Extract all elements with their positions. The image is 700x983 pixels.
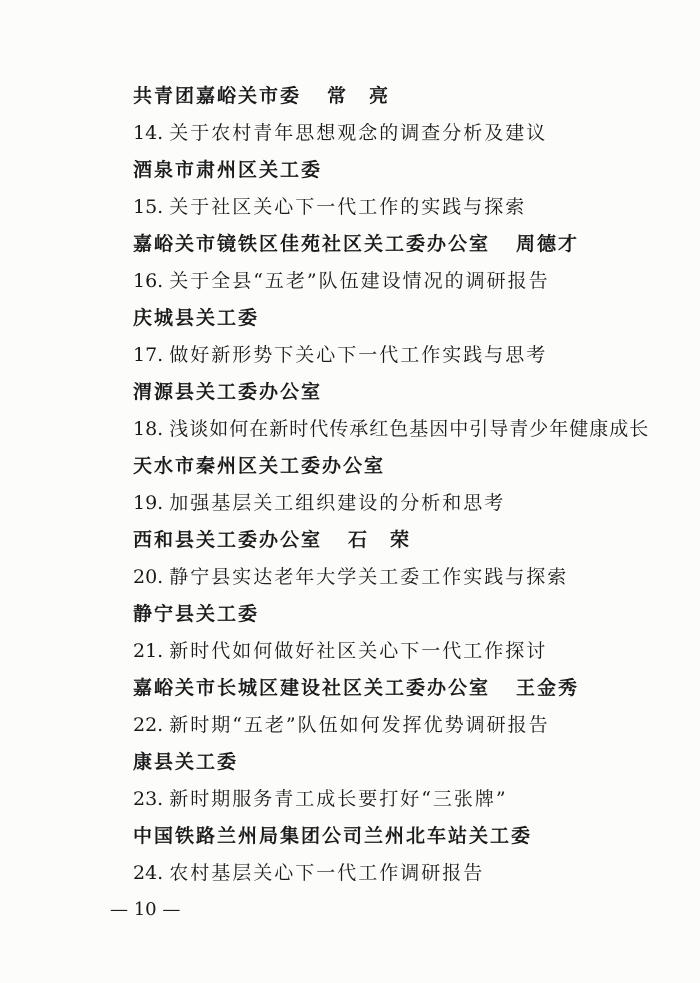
org-line [133, 157, 322, 183]
item-title: 农村基层关心下一代工作调研报告 [169, 862, 485, 884]
org-line [133, 675, 579, 701]
org-line [133, 379, 322, 405]
org-name: 嘉峪关市长城区建设社区关工委办公室 [133, 677, 491, 699]
item-number: 14. [133, 122, 164, 144]
org-name: 中国铁路兰州局集团公司兰州北车站关工委 [133, 825, 533, 847]
item-title: 浅谈如何在新时代传承红色基因中引导青少年健康成长 [169, 418, 650, 440]
org-line [133, 749, 238, 775]
org-name: 康县关工委 [133, 751, 239, 773]
item-number: 22. [133, 714, 164, 736]
org-name: 静宁县关工委 [133, 603, 260, 625]
org-name: 共青团嘉峪关市委 [133, 85, 302, 107]
title-line [133, 268, 550, 294]
title-line [133, 120, 547, 146]
item-number: 20. [133, 566, 164, 588]
title-line [133, 712, 550, 738]
person-name: 石 荣 [348, 529, 412, 551]
title-line [133, 342, 547, 368]
item-number: 24. [133, 862, 164, 884]
item-title: 新时期“五老”队伍如何发挥优势调研报告 [169, 714, 550, 736]
item-number: 23. [133, 788, 164, 810]
org-line [133, 823, 532, 849]
org-name: 西和县关工委办公室 [133, 529, 323, 551]
title-line [133, 860, 484, 886]
org-line [133, 305, 259, 331]
org-line [133, 527, 411, 553]
org-line [133, 83, 390, 109]
page-number: — 10 — [110, 899, 181, 920]
org-name: 天水市秦州区关工委办公室 [133, 455, 386, 477]
org-line [133, 231, 579, 257]
title-line [133, 194, 526, 220]
person-name: 周德才 [516, 233, 580, 255]
item-title: 做好新形势下关心下一代工作实践与思考 [169, 344, 548, 366]
org-name: 嘉峪关市镜铁区佳苑社区关工委办公室 [133, 233, 491, 255]
item-title: 加强基层关工组织建设的分析和思考 [169, 492, 506, 514]
title-line [133, 490, 505, 516]
item-number: 16. [133, 270, 164, 292]
item-title: 新时代如何做好社区关心下一代工作探讨 [169, 640, 548, 662]
title-line [133, 786, 508, 812]
item-title: 新时期服务青工成长要打好“三张牌” [169, 788, 508, 810]
item-title: 关于农村青年思想观念的调查分析及建议 [169, 122, 548, 144]
item-number: 21. [133, 640, 164, 662]
title-line [133, 564, 568, 590]
item-number: 15. [133, 196, 164, 218]
org-name: 庆城县关工委 [133, 307, 260, 329]
title-line [133, 416, 649, 442]
item-title: 关于全县“五老”队伍建设情况的调研报告 [169, 270, 550, 292]
item-title: 静宁县实达老年大学关工委工作实践与探索 [169, 566, 569, 588]
org-name: 渭源县关工委办公室 [133, 381, 323, 403]
org-line [133, 601, 259, 627]
org-name: 酒泉市肃州区关工委 [133, 159, 323, 181]
item-number: 19. [133, 492, 164, 514]
title-line [133, 638, 547, 664]
org-line [133, 453, 385, 479]
item-number: 18. [133, 418, 164, 440]
item-number: 17. [133, 344, 164, 366]
item-title: 关于社区关心下一代工作的实践与探索 [169, 196, 527, 218]
person-name: 王金秀 [516, 677, 580, 699]
person-name: 常 亮 [327, 85, 391, 107]
